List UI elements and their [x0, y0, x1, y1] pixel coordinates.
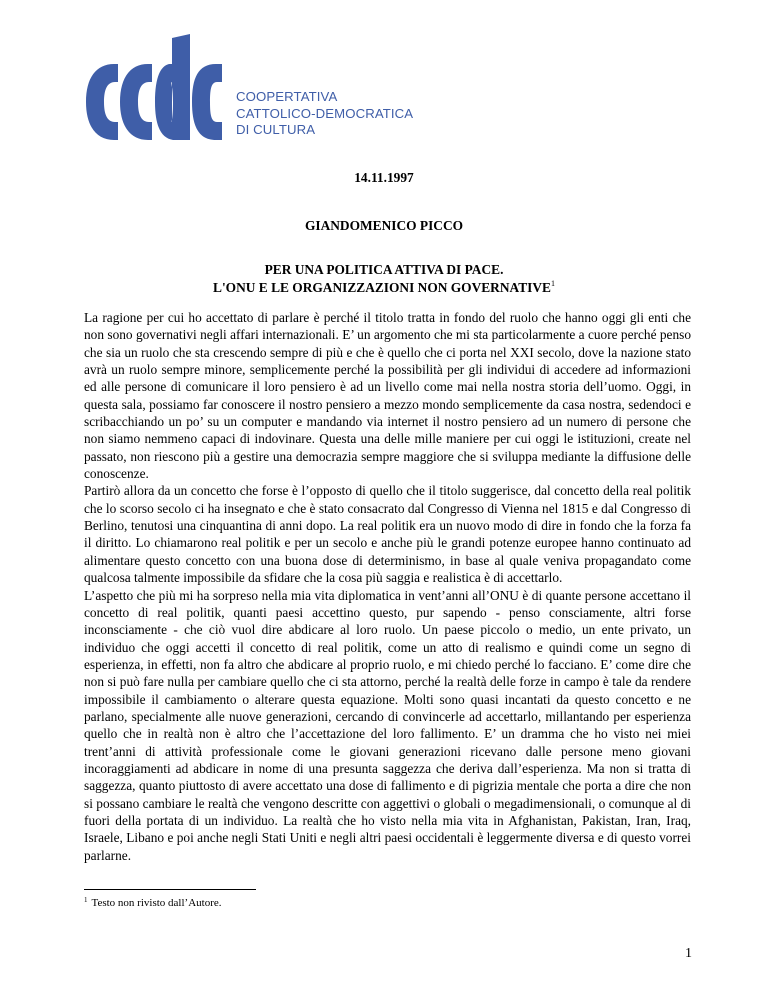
body-paragraph-1: La ragione per cui ho accettato di parlare è perché il titolo tratta in fondo del ruolo che hanno oggi gli enti che non sono governativi negli affari internazionali. E’ un argomento che mi sta particolarmente a cuore perché penso che sia un ruolo che sta crescendo sempre di più e che è quello che ci porta nel XXI secolo, dove la nazione stato avrà un ruolo sempre minore, semplicemente perché la possibilità per gli individui di accedere ad informazioni ed alle persone di comunicare il loro pensiero è ad un livello come mai nella nostra storia dell’uomo. Oggi, in questa sala, possiamo far conoscere il nostro pensiero a mezzo mondo semplicemente da casa nostra, sedendoci e scribacchiando un po’ su un computer e mandando via internet il nostro pensiero ad un numero di persone che non siamo nemmeno capaci di indovinare. Questa una delle mille maniere per cui oggi le istituzioni, create nel passato, non riescono più a gestire una democrazia sempre maggiore che si sviluppa mediante la diffusione delle conoscenze. [84, 310, 691, 482]
body-paragraph-3: L’aspetto che più mi ha sorpreso nella mia vita diplomatica in vent’anni all’ONU è di quante persone accettano il concetto di real politik, quanti paesi accettino questo, pur sapendo - penso consciamente, altri forse inconsciamente - che ciò vuol dire abdicare al loro ruolo. Un paese piccolo o medio, un ente privato, un individuo che oggi accetti il concetto di real politik, come un atto di realismo e quindi come un segno di esperienza, in effetti, non fa altro che abdicare al proprio ruolo, e mi chiedo perché lo facciano. E’ come dire che non si può fare nulla per cambiare quello che ci sta attorno, perché la realtà delle forze in campo è tale da rendere impossibile il cambiamento o alterare questa equazione. Molti sono quasi incantati da questo concetto e ne parlano, specialmente alle nuove generazioni, cercando di convincerle ad accettarlo, millantando per esperienza quello che in realtà non è altro che l’accettazione del loro fallimento. E’ un dramma che ho visto nei miei trent’anni di attività professionale come le giovani generazioni ricevano dalle persone meno giovani incoraggiamenti ad abdicare in nome di una presunta saggezza che deriva dall’esperienza. Ma non si tratta di saggezza, quanto piuttosto di avere accettato una dose di fallimento e di pigrizia mentale che porta a dire che non si possano cambiare le realtà che vengono descritte con aggettivi o globali o megadimensionali, o comunque al di fuori della portata di un individuo. La realtà che ho visto nella mia vita in Afghanistan, Pakistan, Iran, Iraq, Israele, Libano e poi anche negli Stati Uniti e negli altri paesi occidentali è leggermente diversa e di questo vorrei parlarne. [84, 587, 691, 863]
document-title [0, 261, 768, 296]
title-line-2 [0, 279, 768, 297]
footnote-marker: 1 [84, 896, 88, 904]
org-name-line-3: DI CULTURA [236, 122, 316, 137]
footnote [84, 897, 222, 909]
org-name-line-2: CATTOLICO-DEMOCRATICA [236, 105, 414, 121]
document-author: GIANDOMENICO PICCO [304, 218, 464, 233]
org-name-line-1: COOPERTATIVA [236, 89, 338, 104]
org-logo [84, 30, 504, 150]
footnote-reference[interactable]: 1 [550, 278, 555, 288]
title-line-2-text: L'ONU E LE ORGANIZZAZIONI NON GOVERNATIVE [213, 279, 551, 295]
document-body [84, 309, 691, 864]
footnote-text: Testo non rivisto dall’Autore. [91, 897, 222, 909]
ccdc-logo-icon [84, 30, 224, 142]
org-name [236, 89, 413, 139]
title-line-1: PER UNA POLITICA ATTIVA DI PACE. [264, 262, 504, 277]
footnote-divider [84, 889, 256, 890]
document-date: 14.11.1997 [354, 170, 414, 185]
body-paragraph-2: Partirò allora da un concetto che forse è l’opposto di quello che il titolo suggerisce, dal concetto della real politik che lo scorso secolo ci ha insegnato e che è stato consacrato dal Congresso di Vienna nel 1815 e dal Congresso di Berlino, tenutosi una cinquantina di anni dopo. La real politik era un nuovo modo di dire in fondo che la forza fa il diritto. Lo chiamarono real politik e per un secolo e anche più le grandi potenze europee hanno continuato ad alimentare questo concetto con una buona dose di determinismo, in base al quale veniva propagandato come qualcosa talmente impossibile da sfidare che la cosa più saggia e realistica è di accettarlo. [84, 483, 691, 586]
page-number: 1 [685, 946, 692, 961]
